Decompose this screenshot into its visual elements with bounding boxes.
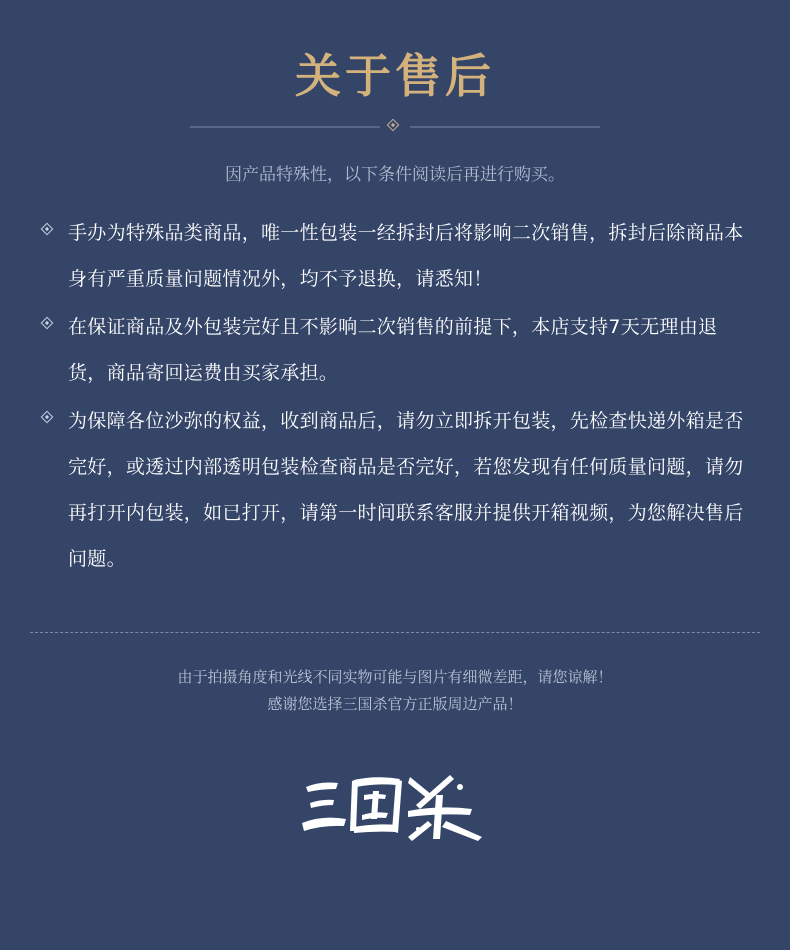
diamond-bullet-icon bbox=[40, 316, 54, 330]
diamond-bullet-icon bbox=[40, 410, 54, 424]
diamond-bullet-icon bbox=[40, 222, 54, 236]
dashed-divider bbox=[30, 632, 760, 633]
list-item bbox=[40, 398, 755, 582]
list-item-text: 在保证商品及外包装完好且不影响二次销售的前提下，本店支持7天无理由退货，商品寄回运费由买家承担。 bbox=[68, 316, 718, 384]
list-item bbox=[40, 304, 755, 396]
brand-logo bbox=[300, 765, 485, 845]
title-divider bbox=[190, 119, 600, 135]
list-item bbox=[40, 210, 755, 302]
footer-line-2: 感谢您选择三国杀官方正版周边产品！ bbox=[267, 695, 523, 713]
subtitle: 因产品特殊性，以下条件阅读后再进行购买。 bbox=[225, 165, 565, 185]
footer-note bbox=[0, 664, 790, 718]
list-item-text: 手办为特殊品类商品，唯一性包装一经拆封后将影响二次销售，拆封后除商品本身有严重质量问题情况外，均不予退换，请悉知！ bbox=[68, 222, 744, 290]
footer-line-1: 由于拍摄角度和光线不同实物可能与图片有细微差距，请您谅解！ bbox=[177, 668, 613, 686]
list-item-text: 为保障各位沙弥的权益，收到商品后，请勿立即拆开包装，先检查快递外箱是否完好，或透过内部透明包装检查商品是否完好，若您发现有任何质量问题，请勿再打开内包装，如已打开，请第一时间联系客服并提供开箱视频，为您解决售后问题。 bbox=[68, 410, 744, 570]
policy-list bbox=[40, 210, 755, 584]
page-title: 关于售后 bbox=[295, 49, 495, 103]
